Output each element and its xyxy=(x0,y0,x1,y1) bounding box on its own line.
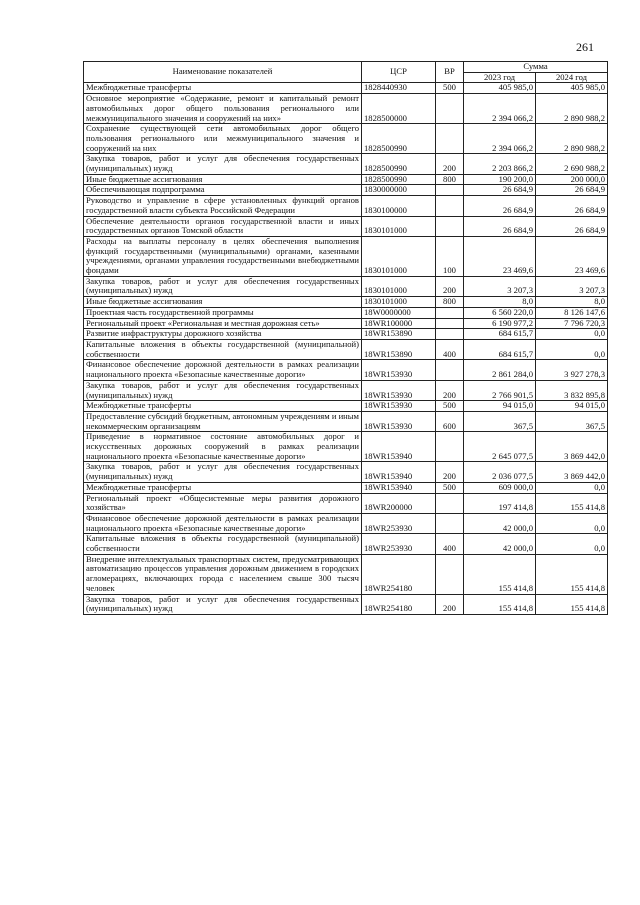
row-value-2024: 155 414,8 xyxy=(536,493,608,513)
table-row xyxy=(84,594,608,614)
row-value-2023: 684 615,7 xyxy=(464,339,536,359)
row-value-2024: 23 469,6 xyxy=(536,236,608,276)
row-value-2024: 2 890 988,2 xyxy=(536,124,608,154)
row-csr: 18WR254180 xyxy=(362,594,436,614)
row-name: Капитальные вложения в объекты государственной (муниципальной) собственности xyxy=(84,339,362,359)
row-vr: 400 xyxy=(436,339,464,359)
table-body xyxy=(84,83,608,615)
row-name: Приведение в нормативное состояние автомобильных дорог и искусственных дорожных сооружений в рамках реализации национального проекта «Безопасные качественные дороги» xyxy=(84,432,362,462)
table-row xyxy=(84,329,608,340)
table-row xyxy=(84,411,608,431)
row-csr: 18WR153930 xyxy=(362,380,436,400)
row-name: Финансовое обеспечение дорожной деятельности в рамках реализации национального проекта «Безопасные качественные дороги» xyxy=(84,513,362,533)
row-vr: 600 xyxy=(436,411,464,431)
row-name: Капитальные вложения в объекты государственной (муниципальной) собственности xyxy=(84,534,362,554)
header-name: Наименование показателей xyxy=(84,62,362,83)
row-value-2024: 94 015,0 xyxy=(536,401,608,412)
table-row xyxy=(84,318,608,329)
row-value-2023: 3 207,3 xyxy=(464,276,536,296)
row-value-2024: 155 414,8 xyxy=(536,594,608,614)
row-csr: 18WR153930 xyxy=(362,360,436,380)
row-name: Иные бюджетные ассигнования xyxy=(84,174,362,185)
table-row xyxy=(84,94,608,124)
row-value-2024: 367,5 xyxy=(536,411,608,431)
row-value-2023: 2 861 284,0 xyxy=(464,360,536,380)
header-sum: Сумма xyxy=(464,62,608,73)
row-name: Региональный проект «Общесистемные меры развития дорожного хозяйства» xyxy=(84,493,362,513)
row-name: Расходы на выплаты персоналу в целях обеспечения выполнения функций государственными (муниципальными) органами, казенными учреждениями, органами управления государственными внебюджетными фондами xyxy=(84,236,362,276)
table-row xyxy=(84,307,608,318)
row-vr xyxy=(436,554,464,594)
row-name: Межбюджетные трансферты xyxy=(84,83,362,94)
row-name: Иные бюджетные ассигнования xyxy=(84,297,362,308)
table-row xyxy=(84,432,608,462)
row-value-2023: 684 615,7 xyxy=(464,329,536,340)
row-value-2024: 2 690 988,2 xyxy=(536,154,608,174)
row-vr: 200 xyxy=(436,462,464,482)
row-vr: 800 xyxy=(436,297,464,308)
table-row xyxy=(84,401,608,412)
row-vr: 200 xyxy=(436,380,464,400)
row-vr xyxy=(436,94,464,124)
table-row xyxy=(84,236,608,276)
row-csr: 18WR153890 xyxy=(362,329,436,340)
row-value-2023: 2 394 066,2 xyxy=(464,94,536,124)
row-value-2023: 2 203 866,2 xyxy=(464,154,536,174)
row-value-2023: 26 684,9 xyxy=(464,185,536,196)
table-row xyxy=(84,513,608,533)
row-name: Руководство и управление в сфере установленных функций органов государственной власти субъекта Российской Федерации xyxy=(84,196,362,216)
table-row xyxy=(84,482,608,493)
row-value-2023: 26 684,9 xyxy=(464,216,536,236)
table-header-row xyxy=(84,62,608,73)
row-name: Развитие инфраструктуры дорожного хозяйства xyxy=(84,329,362,340)
row-value-2024: 3 207,3 xyxy=(536,276,608,296)
page-number: 261 xyxy=(576,40,594,54)
row-name: Финансовое обеспечение дорожной деятельности в рамках реализации национального проекта «Безопасные качественные дороги» xyxy=(84,360,362,380)
row-vr xyxy=(436,216,464,236)
row-value-2024: 0,0 xyxy=(536,513,608,533)
row-value-2024: 3 869 442,0 xyxy=(536,462,608,482)
row-csr: 1830101000 xyxy=(362,236,436,276)
table-row xyxy=(84,185,608,196)
row-value-2024: 3 869 442,0 xyxy=(536,432,608,462)
row-name: Обеспечивающая подпрограмма xyxy=(84,185,362,196)
row-vr xyxy=(436,196,464,216)
row-csr: 18WR153930 xyxy=(362,411,436,431)
row-csr: 18W0000000 xyxy=(362,307,436,318)
row-csr: 1830100000 xyxy=(362,196,436,216)
row-name: Основное мероприятие «Содержание, ремонт и капитальный ремонт автомобильных дорог общего пользования регионального или межмуниципального значения и сооружений на них» xyxy=(84,94,362,124)
table-row xyxy=(84,174,608,185)
row-value-2024: 3 832 895,8 xyxy=(536,380,608,400)
row-vr: 500 xyxy=(436,83,464,94)
table-row xyxy=(84,554,608,594)
row-value-2024: 26 684,9 xyxy=(536,196,608,216)
table-row xyxy=(84,297,608,308)
table-row xyxy=(84,124,608,154)
table-row xyxy=(84,339,608,359)
budget-table xyxy=(83,61,608,615)
row-value-2024: 200 000,0 xyxy=(536,174,608,185)
row-value-2023: 155 414,8 xyxy=(464,554,536,594)
row-vr xyxy=(436,185,464,196)
row-csr: 1828440930 xyxy=(362,83,436,94)
row-value-2024: 8,0 xyxy=(536,297,608,308)
row-vr xyxy=(436,432,464,462)
row-csr: 18WR153940 xyxy=(362,482,436,493)
row-value-2023: 26 684,9 xyxy=(464,196,536,216)
table-row xyxy=(84,462,608,482)
table-row xyxy=(84,83,608,94)
row-value-2023: 94 015,0 xyxy=(464,401,536,412)
row-value-2023: 190 200,0 xyxy=(464,174,536,185)
row-name: Закупка товаров, работ и услуг для обеспечения государственных (муниципальных) нужд xyxy=(84,380,362,400)
row-value-2023: 6 560 220,0 xyxy=(464,307,536,318)
row-vr: 800 xyxy=(436,174,464,185)
row-value-2024: 26 684,9 xyxy=(536,216,608,236)
row-csr: 18WR153940 xyxy=(362,432,436,462)
row-csr: 1828500990 xyxy=(362,174,436,185)
row-vr: 400 xyxy=(436,534,464,554)
row-vr xyxy=(436,493,464,513)
row-name: Закупка товаров, работ и услуг для обеспечения государственных (муниципальных) нужд xyxy=(84,276,362,296)
row-name: Обеспечение деятельности органов государственной власти и иных государственных органов Томской области xyxy=(84,216,362,236)
row-value-2023: 2 645 077,5 xyxy=(464,432,536,462)
row-value-2024: 7 796 720,3 xyxy=(536,318,608,329)
header-2024: 2024 год xyxy=(536,72,608,83)
row-value-2023: 2 766 901,5 xyxy=(464,380,536,400)
row-csr: 18WR253930 xyxy=(362,513,436,533)
row-name: Межбюджетные трансферты xyxy=(84,482,362,493)
row-value-2024: 0,0 xyxy=(536,482,608,493)
row-csr: 1830101000 xyxy=(362,297,436,308)
row-vr xyxy=(436,329,464,340)
row-name: Закупка товаров, работ и услуг для обеспечения государственных (муниципальных) нужд xyxy=(84,462,362,482)
table-row xyxy=(84,380,608,400)
row-vr: 200 xyxy=(436,154,464,174)
row-vr: 500 xyxy=(436,482,464,493)
row-value-2023: 42 000,0 xyxy=(464,513,536,533)
row-csr: 18WR153930 xyxy=(362,401,436,412)
table-row xyxy=(84,534,608,554)
row-name: Межбюджетные трансферты xyxy=(84,401,362,412)
table-row xyxy=(84,154,608,174)
row-csr: 18WR153940 xyxy=(362,462,436,482)
row-csr: 18WR200000 xyxy=(362,493,436,513)
row-value-2023: 2 036 077,5 xyxy=(464,462,536,482)
row-vr: 200 xyxy=(436,594,464,614)
row-csr: 1828500990 xyxy=(362,124,436,154)
row-value-2023: 6 190 977,2 xyxy=(464,318,536,329)
row-value-2023: 197 414,8 xyxy=(464,493,536,513)
row-name: Закупка товаров, работ и услуг для обеспечения государственных (муниципальных) нужд xyxy=(84,594,362,614)
row-name: Предоставление субсидий бюджетным, автономным учреждениям и иным некоммерческим организациям xyxy=(84,411,362,431)
row-vr xyxy=(436,360,464,380)
row-name: Внедрение интеллектуальных транспортных систем, предусматривающих автоматизацию процессов управления дорожным движением в городских агломерациях, включающих города с населением свыше 300 тысяч человек xyxy=(84,554,362,594)
row-csr: 1830000000 xyxy=(362,185,436,196)
row-value-2023: 23 469,6 xyxy=(464,236,536,276)
row-value-2023: 405 985,0 xyxy=(464,83,536,94)
row-csr: 18WR254180 xyxy=(362,554,436,594)
row-value-2024: 0,0 xyxy=(536,534,608,554)
row-value-2024: 2 890 988,2 xyxy=(536,94,608,124)
row-name: Сохранение существующей сети автомобильных дорог общего пользования регионального или межмуниципального значения и сооружений на них xyxy=(84,124,362,154)
row-value-2024: 8 126 147,6 xyxy=(536,307,608,318)
row-csr: 1828500000 xyxy=(362,94,436,124)
row-vr: 500 xyxy=(436,401,464,412)
table-row xyxy=(84,493,608,513)
row-value-2024: 3 927 278,3 xyxy=(536,360,608,380)
row-value-2023: 609 000,0 xyxy=(464,482,536,493)
row-vr xyxy=(436,124,464,154)
row-name: Проектная часть государственной программы xyxy=(84,307,362,318)
table-row xyxy=(84,216,608,236)
header-vr: ВР xyxy=(436,62,464,83)
row-name: Закупка товаров, работ и услуг для обеспечения государственных (муниципальных) нужд xyxy=(84,154,362,174)
header-csr: ЦСР xyxy=(362,62,436,83)
row-vr: 200 xyxy=(436,276,464,296)
row-value-2024: 26 684,9 xyxy=(536,185,608,196)
row-vr xyxy=(436,307,464,318)
row-value-2023: 42 000,0 xyxy=(464,534,536,554)
row-csr: 1830101000 xyxy=(362,276,436,296)
header-2023: 2023 год xyxy=(464,72,536,83)
row-csr: 18WR153890 xyxy=(362,339,436,359)
row-value-2024: 405 985,0 xyxy=(536,83,608,94)
row-value-2024: 0,0 xyxy=(536,329,608,340)
table-row xyxy=(84,276,608,296)
row-value-2023: 367,5 xyxy=(464,411,536,431)
row-vr xyxy=(436,513,464,533)
row-value-2024: 0,0 xyxy=(536,339,608,359)
row-csr: 1830101000 xyxy=(362,216,436,236)
table-row xyxy=(84,360,608,380)
row-value-2024: 155 414,8 xyxy=(536,554,608,594)
row-name: Региональный проект «Региональная и местная дорожная сеть» xyxy=(84,318,362,329)
row-csr: 18WR100000 xyxy=(362,318,436,329)
row-csr: 1828500990 xyxy=(362,154,436,174)
row-csr: 18WR253930 xyxy=(362,534,436,554)
table-row xyxy=(84,196,608,216)
row-value-2023: 8,0 xyxy=(464,297,536,308)
row-value-2023: 2 394 066,2 xyxy=(464,124,536,154)
row-value-2023: 155 414,8 xyxy=(464,594,536,614)
row-vr: 100 xyxy=(436,236,464,276)
row-vr xyxy=(436,318,464,329)
